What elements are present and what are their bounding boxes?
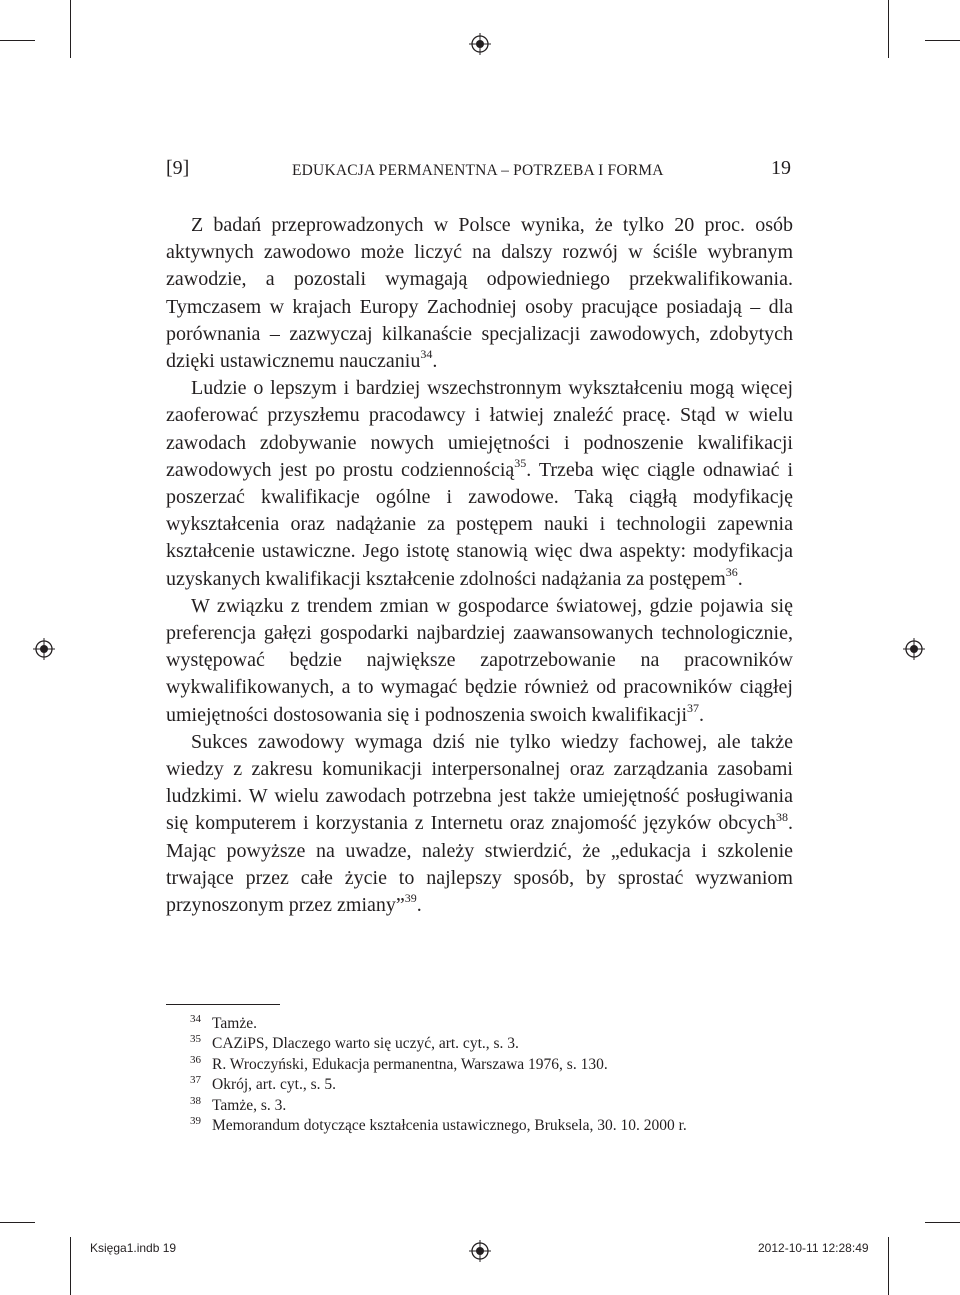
paragraph-text: Ludzie o lepszym i bardziej wszechstronnym wykształceniu mogą więcej zaoferować przyszłemu pracodawcy i łatwiej znaleźć pracę. Stąd w wielu zawodach zdobywanie nowych umiejętności i podnoszenie kwalifikacji zawodowych jest po prostu codziennością bbox=[166, 377, 793, 481]
paragraph-text: . Mając powyższe na uwadze, należy stwierdzić, że „edukacja i szkolenie trwające przez całe życie to najlepszy sposób, by sprostać wyzwaniom przynoszonym przez zmiany” bbox=[166, 812, 793, 917]
footnote bbox=[166, 1034, 796, 1054]
registration-mark-icon bbox=[33, 638, 55, 660]
running-title: EDUKACJA PERMANENTNA – POTRZEBA I FORMA bbox=[292, 162, 664, 179]
footnote-number: 37 bbox=[190, 1074, 201, 1087]
footnote-text: Tamże. bbox=[212, 1015, 257, 1032]
crop-mark bbox=[0, 1222, 35, 1223]
registration-mark-icon bbox=[903, 638, 925, 660]
crop-mark bbox=[70, 0, 71, 58]
footnote-text: Tamże, s. 3. bbox=[212, 1096, 287, 1114]
paragraph-text: Z badań przeprowadzonych w Polsce wynika, że tylko 20 proc. osób aktywnych zawodowo może liczyć na dalszy rozwój w ściśle wybranym zawodzie, a pozostali wymagają odpowiedniego przekwalifikowania. Tymczasem w krajach Europy Zachodniej osoby pracujące posiadają – dla porównania – zazwyczaj kilkanaście specjalizacji zawodowych, zdobytych dzięki ustawicznemu nauczaniu bbox=[166, 214, 793, 373]
paragraph-text: . Trzeba więc ciągle odnawiać i poszerzać kwalifikacje ogólne i zawodowe. Taką ciągłą modyfikację wykształcenia oraz nadążanie za postępem nauki i technologii zapewnia kształcenie ustawiczne. Jego istotę stanowią więc dwa aspekty: modyfikacja uzyskanych kwalifikacji kształcenie zdolności nadążania za postępem bbox=[166, 458, 793, 590]
paragraph bbox=[166, 212, 793, 375]
paragraph-text: W związku z trendem zmian w gospodarce światowej, gdzie pojawia się preferencja gałęzi gospodarki najbardziej zaawansowanych technologicznie, występować będzie największe zapotrzebowanie na pracowników wykwalifikowanych, a to wymagać będzie również od pracowników ciągłej umiejętności dostosowania się i podnoszenia swoich kwalifikacji bbox=[166, 594, 793, 726]
footnote bbox=[166, 1075, 796, 1095]
paragraph-text: Sukces zawodowy wymaga dziś nie tylko wiedzy fachowej, ale także wiedzy z zakresu komunikacji interpersonalnej oraz zarządzania zasobami ludzkimi. W wielu zawodach potrzebna jest także umiejętność posługiwania się komputerem i korzystania z Internetu oraz znajomość języków obcych bbox=[166, 730, 793, 835]
footnote-number: 34 bbox=[190, 1013, 201, 1025]
paragraph-text: . bbox=[416, 894, 422, 917]
paragraph-text: . bbox=[699, 703, 704, 726]
crop-mark bbox=[925, 1222, 960, 1223]
slug-filename: Księga1.indb 19 bbox=[90, 1241, 177, 1255]
crop-mark bbox=[70, 1237, 71, 1295]
footnote-text: Okrój, art. cyt., s. 5. bbox=[212, 1076, 336, 1094]
footnote-number: 36 bbox=[190, 1053, 201, 1066]
paragraph-text: . bbox=[737, 567, 743, 590]
footnote-number: 35 bbox=[190, 1033, 201, 1046]
crop-mark bbox=[888, 1237, 889, 1295]
paragraph bbox=[166, 593, 793, 729]
crop-mark bbox=[925, 40, 960, 41]
footnote-text: R. Wroczyński, Edukacja permanentna, Warszawa 1976, s. 130. bbox=[212, 1055, 608, 1073]
footnote-reference: 35 bbox=[514, 456, 527, 471]
paragraph bbox=[166, 375, 793, 593]
footnote-text: Memorandum dotyczące kształcenia ustawicznego, Bruksela, 30. 10. 2000 r. bbox=[212, 1117, 687, 1135]
crop-mark bbox=[888, 0, 889, 58]
footnote-reference: 34 bbox=[420, 347, 433, 362]
footnotes bbox=[166, 1014, 796, 1136]
footnote-reference: 37 bbox=[687, 701, 699, 715]
section-reference: [9] bbox=[166, 157, 190, 179]
footnote-reference: 36 bbox=[725, 564, 738, 579]
footnote-reference: 38 bbox=[776, 809, 788, 824]
paragraph-text: . bbox=[432, 350, 438, 373]
footnote-separator bbox=[166, 1004, 280, 1005]
page-number: 19 bbox=[771, 157, 791, 179]
footnote bbox=[166, 1116, 796, 1136]
footnote bbox=[166, 1096, 796, 1116]
footnote bbox=[166, 1014, 796, 1034]
paragraph bbox=[166, 729, 793, 919]
body-text bbox=[166, 212, 793, 919]
footnote-text: CAZiPS, Dlaczego warto się uczyć, art. cyt., s. 3. bbox=[212, 1035, 519, 1053]
slug-timestamp: 2012-10-11 12:28:49 bbox=[758, 1241, 869, 1255]
footnote-number: 38 bbox=[190, 1094, 201, 1107]
crop-mark bbox=[0, 40, 35, 41]
registration-mark-icon bbox=[469, 33, 491, 55]
footnote bbox=[166, 1055, 796, 1075]
registration-mark-icon bbox=[469, 1240, 491, 1262]
footnote-reference: 39 bbox=[404, 891, 417, 906]
footnote-number: 39 bbox=[190, 1115, 201, 1128]
